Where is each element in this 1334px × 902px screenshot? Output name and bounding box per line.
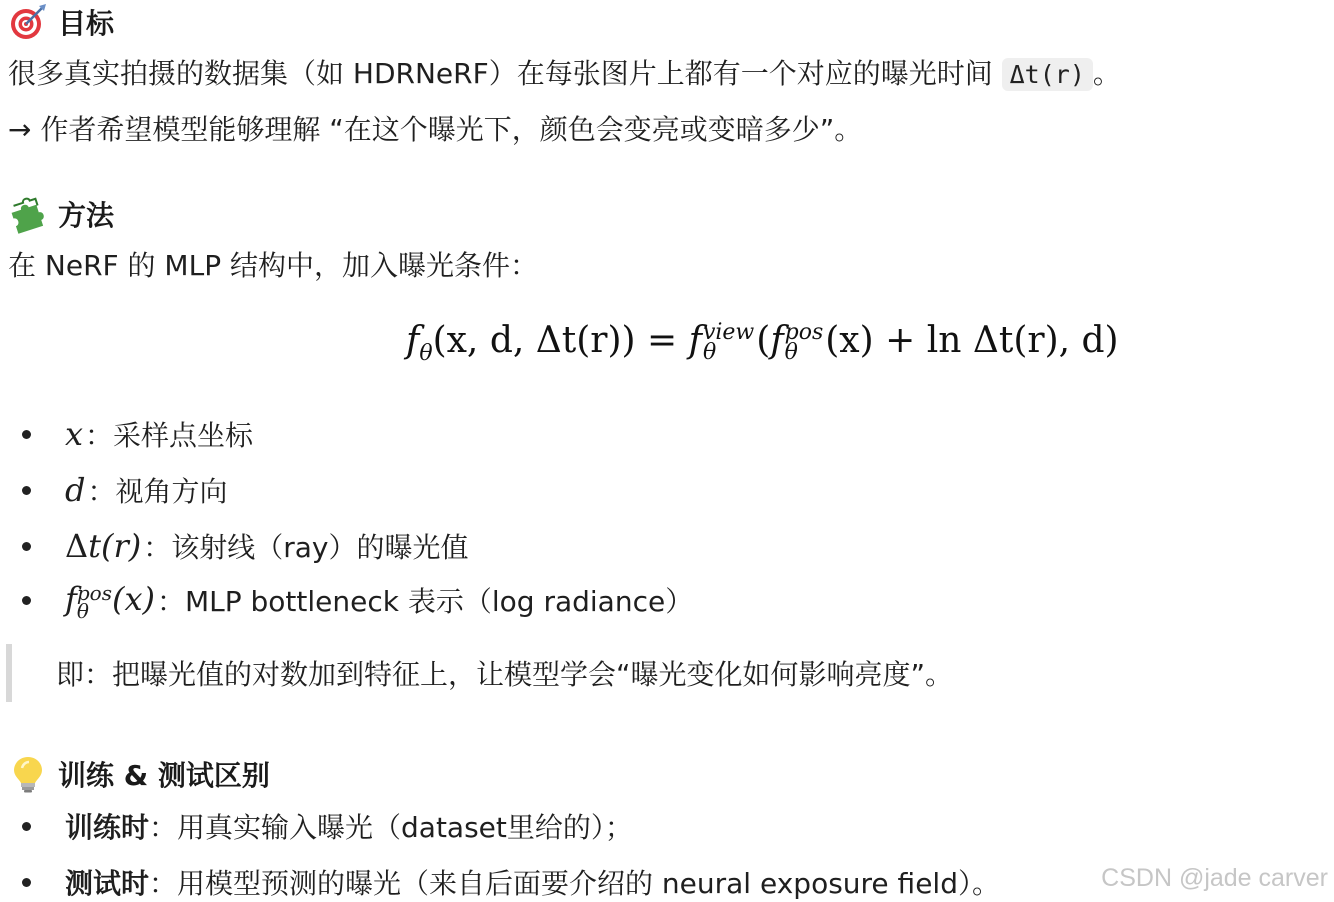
train-text: ：用真实输入曝光（dataset里给的）； xyxy=(149,811,633,844)
train-test-title: 训练 & 测试区别 xyxy=(58,759,270,792)
lightbulb-icon xyxy=(8,754,48,794)
formula-lhs-sub: θ xyxy=(419,341,433,367)
bullet-math-fpos-f: f xyxy=(65,580,77,619)
method-intro: 在 NeRF 的 MLP 结构中，加入曝光条件： xyxy=(8,249,538,282)
bullet-dot xyxy=(22,542,31,551)
bullet-dot xyxy=(22,596,31,605)
method-quote-text: 即：把曝光值的对数加到特征上，让模型学会“曝光变化如何影响亮度”。 xyxy=(56,658,954,691)
method-bullet-d xyxy=(22,470,228,510)
bullet-math-fpos-sub: θ xyxy=(76,598,89,623)
bullet-math-fpos-sup: pos xyxy=(76,580,112,605)
bullet-math-tr: t(r) xyxy=(88,527,142,565)
goal-heading xyxy=(8,2,114,42)
bullet-text-x: ：采样点坐标 xyxy=(85,419,254,452)
method-bullet-x xyxy=(22,414,253,454)
formula-view-f: f xyxy=(688,320,702,361)
train-label: 训练时 xyxy=(65,811,150,844)
bullet-math-fpos-supsub xyxy=(76,580,112,623)
goal-line-2: → 作者希望模型能够理解 “在这个曝光下，颜色会变亮或变暗多少”。 xyxy=(8,113,863,146)
bullet-dot xyxy=(22,878,31,887)
formula-view-sup: view xyxy=(702,320,755,345)
bullet-math-fpos xyxy=(65,580,155,623)
bullet-text-delta-t: ：该射线（ray）的曝光值 xyxy=(143,531,469,564)
formula-view-sub: θ xyxy=(702,340,717,365)
goal-line-1 xyxy=(8,54,1121,95)
exposure-time-code: Δt(r) xyxy=(1002,58,1093,91)
bullet-math-delta-t xyxy=(65,527,141,565)
test-text: ：用模型预测的曝光（来自后面要介绍的 neural exposure field）。 xyxy=(149,867,1000,900)
formula-lhs-f: f xyxy=(406,320,420,361)
goal-title: 目标 xyxy=(58,7,115,40)
bullet-dot xyxy=(22,430,31,439)
bullet-dot xyxy=(22,822,31,831)
method-bullet-fpos xyxy=(22,580,694,623)
method-quote xyxy=(6,644,953,702)
bullet-text-fpos: ：MLP bottleneck 表示（log radiance） xyxy=(156,585,694,618)
train-test-heading xyxy=(8,754,270,794)
test-bullet xyxy=(22,862,1000,902)
bullet-math-x: x xyxy=(65,415,84,453)
test-label: 测试时 xyxy=(65,867,150,900)
goal-line-1-text: 很多真实拍摄的数据集（如 HDRNeRF）在每张图片上都有一个对应的曝光时间 xyxy=(8,57,993,90)
method-bullet-delta-t xyxy=(22,526,468,566)
bullet-text-d: ：视角方向 xyxy=(87,475,228,508)
goal-line-1-end: 。 xyxy=(1092,57,1121,90)
formula-open-paren: ( xyxy=(756,320,771,361)
bullet-math-d: d xyxy=(65,471,86,509)
formula-pos-sup: pos xyxy=(784,320,824,345)
formula-pos-sub: θ xyxy=(784,340,798,365)
bullet-math-delta: Δ xyxy=(65,527,89,565)
method-heading xyxy=(8,194,114,234)
bullet-math-fpos-arg: (x) xyxy=(111,580,155,619)
formula-lhs-args: (x, d, Δt(r)) = xyxy=(432,320,689,361)
csdn-watermark: CSDN @jade carver xyxy=(1101,864,1328,892)
exposure-formula xyxy=(406,320,1119,366)
formula-pos-supsub xyxy=(784,320,824,365)
train-bullet xyxy=(22,806,633,846)
bullet-dot xyxy=(22,486,31,495)
formula-pos-f: f xyxy=(770,320,784,361)
formula-tail: (x) + ln Δt(r), d) xyxy=(825,320,1119,361)
target-icon xyxy=(8,2,48,42)
method-title: 方法 xyxy=(58,199,115,232)
formula-view-supsub xyxy=(702,320,755,365)
puzzle-icon xyxy=(8,194,48,234)
